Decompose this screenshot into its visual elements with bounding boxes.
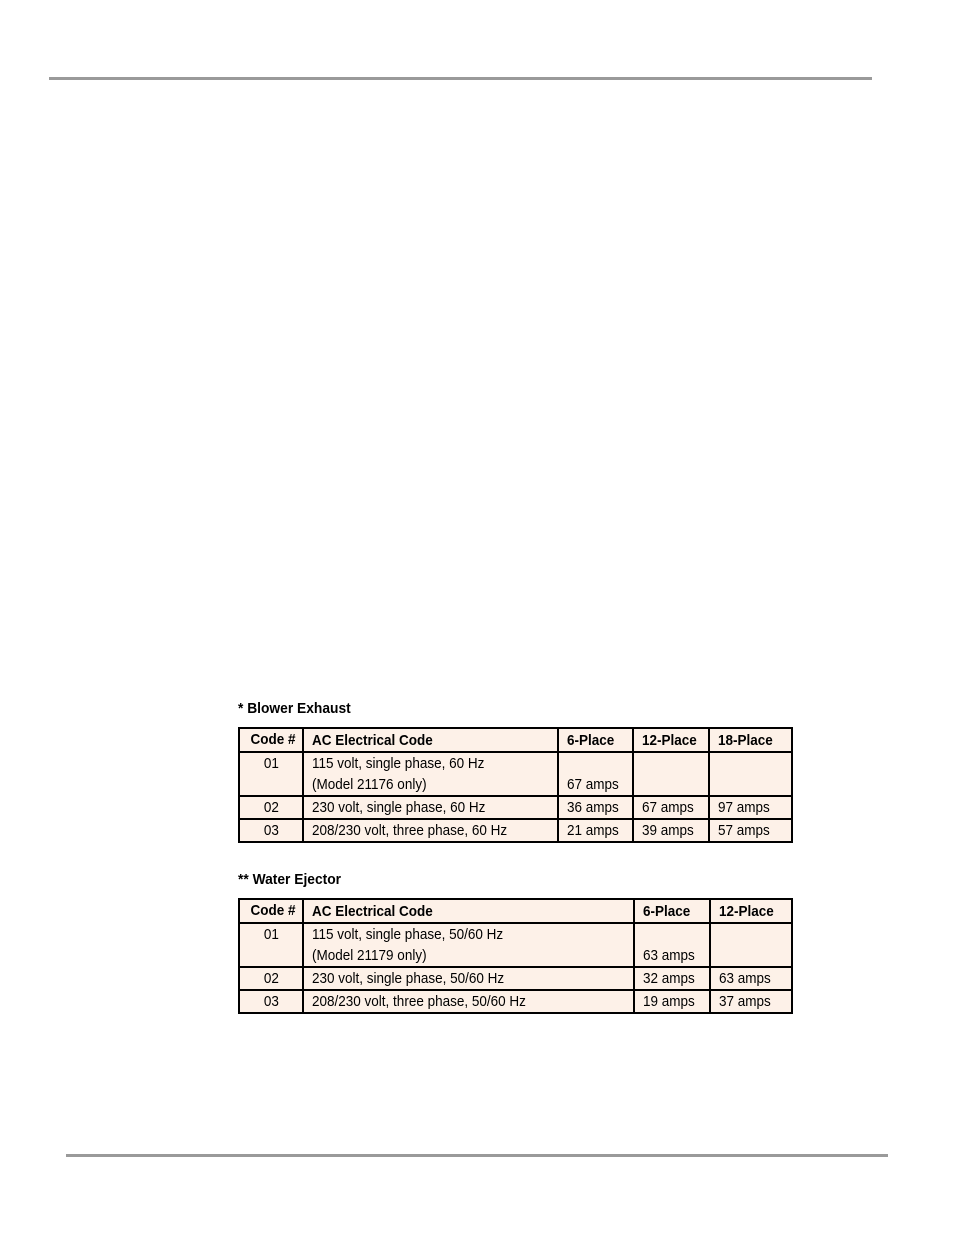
- amps-6-cell: 63 amps: [634, 923, 710, 967]
- desc-cell: 230 volt, single phase, 60 Hz: [303, 796, 558, 819]
- amps-12-cell: 67 amps: [633, 796, 709, 819]
- amps-6-cell: 36 amps: [558, 796, 633, 819]
- header-code: Code #: [239, 899, 303, 923]
- amps-6-cell: 67 amps: [558, 752, 633, 796]
- code-cell: 03: [239, 990, 303, 1013]
- amps-12-cell: 39 amps: [633, 819, 709, 842]
- water-ejector-table: [238, 898, 793, 1014]
- desc-cell: 115 volt, single phase, 60 Hz (Model 21176 only): [303, 752, 558, 796]
- code-cell: 02: [239, 796, 303, 819]
- desc-cell: 115 volt, single phase, 50/60 Hz (Model 21179 only): [303, 923, 634, 967]
- table-row: [239, 923, 792, 967]
- code-cell: 03: [239, 819, 303, 842]
- amps-18-cell: [709, 752, 792, 796]
- header-12-place: 12-Place: [710, 899, 792, 923]
- code-cell: 02: [239, 967, 303, 990]
- table-header-row: [239, 728, 792, 752]
- table-row: [239, 967, 792, 990]
- desc-cell: 230 volt, single phase, 50/60 Hz: [303, 967, 634, 990]
- code-cell: 01: [239, 923, 303, 967]
- amps-6-cell: 19 amps: [634, 990, 710, 1013]
- desc-cell: 208/230 volt, three phase, 50/60 Hz: [303, 990, 634, 1013]
- table-row: [239, 752, 792, 796]
- amps-12-cell: [633, 752, 709, 796]
- blower-exhaust-title: * Blower Exhaust: [238, 700, 351, 717]
- amps-12-cell: 63 amps: [710, 967, 792, 990]
- footer-rule: [66, 1154, 888, 1157]
- amps-12-cell: 37 amps: [710, 990, 792, 1013]
- amps-6-cell: 21 amps: [558, 819, 633, 842]
- header-rule: [49, 77, 872, 80]
- header-18-place: 18-Place: [709, 728, 792, 752]
- table-header-row: [239, 899, 792, 923]
- desc-cell: 208/230 volt, three phase, 60 Hz: [303, 819, 558, 842]
- header-code: Code #: [239, 728, 303, 752]
- header-12-place: 12-Place: [633, 728, 709, 752]
- header-6-place: 6-Place: [558, 728, 633, 752]
- amps-18-cell: 97 amps: [709, 796, 792, 819]
- amps-18-cell: 57 amps: [709, 819, 792, 842]
- header-ac-electrical-code: AC Electrical Code: [303, 899, 634, 923]
- amps-12-cell: [710, 923, 792, 967]
- code-cell: 01: [239, 752, 303, 796]
- table-row: [239, 819, 792, 842]
- blower-exhaust-table: [238, 727, 793, 843]
- header-ac-electrical-code: AC Electrical Code: [303, 728, 558, 752]
- table-row: [239, 796, 792, 819]
- table-row: [239, 990, 792, 1013]
- amps-6-cell: 32 amps: [634, 967, 710, 990]
- header-6-place: 6-Place: [634, 899, 710, 923]
- water-ejector-title: ** Water Ejector: [238, 871, 342, 888]
